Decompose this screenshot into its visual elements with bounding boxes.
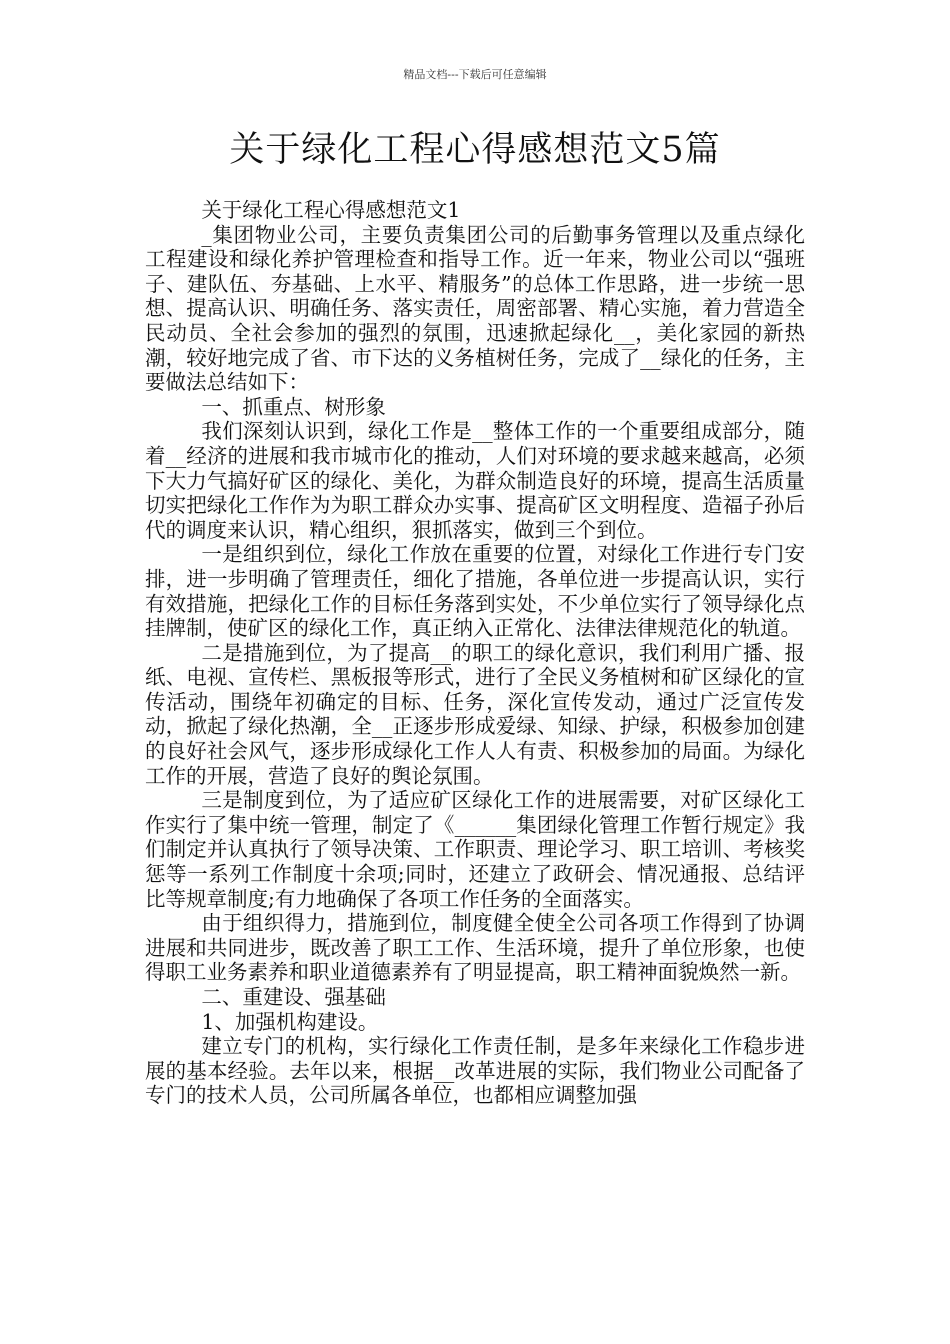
body-paragraph: 一是组织到位，绿化工作放在重要的位置，对绿化工作进行专门安排，进一步明确了管理责任，细化了措施，各单位进一步提高认识，实行有效措施，把绿化工作的目标任务落到实处，不少单位实行了领导绿化点挂牌制，使矿区的绿化工作，真正纳入正常化、法律法律规范化的轨道。: [145, 542, 805, 641]
body-paragraph: 由于组织得力，措施到位，制度健全使全公司各项工作得到了协调进展和共同进步，既改善了职工工作、生活环境，提升了单位形象，也使得职工业务素养和职业道德素养有了明显提高，职工精神面貌焕然一新。: [145, 911, 805, 985]
body-paragraph: 我们深刻认识到，绿化工作是__整体工作的一个重要组成部分，随着__经济的进展和我市城市化的推动，人们对环境的要求越来越高，必须下大力气搞好矿区的绿化、美化，为群众制造良好的环境，提高生活质量切实把绿化工作作为为职工群众办实事、提高矿区文明程度、造福子孙后代的调度来认识，精心组织，狠抓落实，做到三个到位。: [145, 419, 805, 542]
section-heading: 关于绿化工程心得感想范文1: [201, 198, 461, 222]
body-paragraph: 二是措施到位，为了提高__的职工的绿化意识，我们利用广播、报纸、电视、宣传栏、黑板报等形式，进行了全民义务植树和矿区绿化的宣传活动，围绕年初确定的目标、任务，深化宣传发动，通过广泛宣传发动，掀起了绿化热潮，全__正逐步形成爱绿、知绿、护绿，积极参加创建的良好社会风气，逐步形成绿化工作人人有责、积极参加的局面。为绿化工作的开展，营造了良好的舆论氛围。: [145, 640, 805, 788]
section-heading: 一、抓重点、树形象: [201, 394, 386, 419]
body-paragraph: _集团物业公司，主要负责集团公司的后勤事务管理以及重点绿化工程建设和绿化养护管理检查和指导工作。近一年来，物业公司以“强班子、建队伍、夯基础、上水平、精服务”的总体工作思路，进一步统一思想、提高认识、明确任务、落实责任，周密部署、精心实施，着力营造全民动员、全社会参加的强烈的氛围，迅速掀起绿化__，美化家园的新热潮，较好地完成了省、市下达的义务植树任务，完成了__绿化的任务，主要做法总结如下：: [145, 222, 805, 395]
body-paragraph: 建立专门的机构，实行绿化工作责任制，是多年来绿化工作稳步进展的基本经验。去年以来，根据__改革进展的实际，我们物业公司配备了专门的技术人员，公司所属各单位，也都相应调整加强: [145, 1034, 805, 1108]
section-heading: 二、重建设、强基础: [201, 985, 386, 1009]
document-body: [145, 198, 805, 1108]
page-header-note: 精品文档---下载后可任意编辑: [403, 68, 547, 81]
body-paragraph: 三是制度到位，为了适应矿区绿化工作的进展需要，对矿区绿化工作实行了集中统一管理，制定了《______集团绿化管理工作暂行规定》我们制定并认真执行了领导决策、工作职责、理论学习、职工培训、考核奖惩等一系列工作制度十余项;同时，还建立了政研会、情况通报、总结评比等规章制度;有力地确保了各项工作任务的全面落实。: [145, 788, 805, 911]
subsection-heading: 1、加强机构建设。: [201, 1009, 379, 1034]
document-title: 关于绿化工程心得感想范文5篇: [229, 130, 721, 170]
